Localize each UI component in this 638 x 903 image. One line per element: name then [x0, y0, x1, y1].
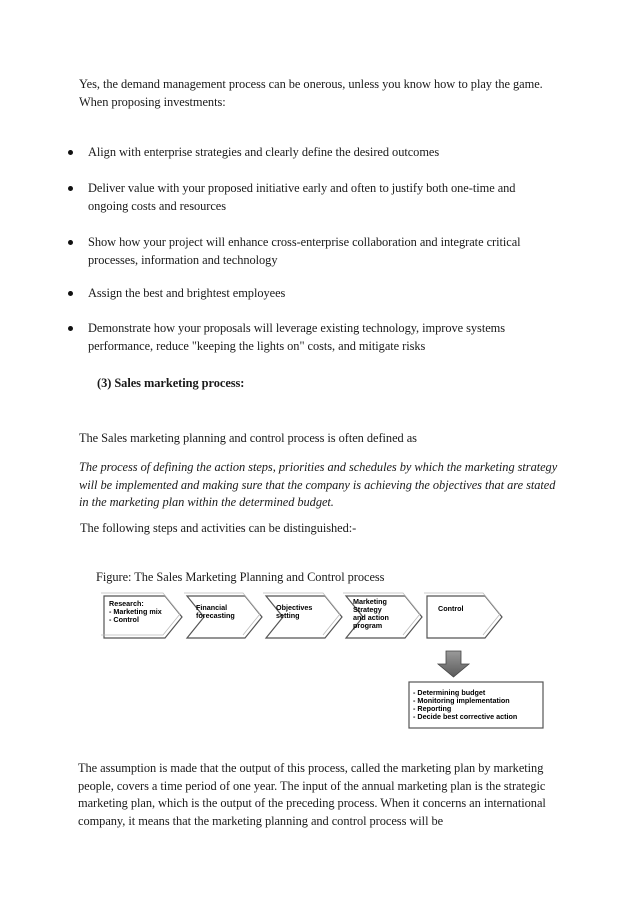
bullet-text: Deliver value with your proposed initiative early and often to justify both one-time and ongoing costs and resources	[88, 181, 516, 213]
detail-text: - Decide best corrective action	[413, 712, 518, 721]
control-details-box	[409, 682, 543, 728]
definition-quote: The process of defining the action steps, priorities and schedules by which the marketing strategy will be implemented and making sure that the company is achieving the objectives that are stated in the marketing plan within the determined budget.	[79, 460, 558, 509]
closing-paragraph: The assumption is made that the output of this process, called the marketing plan by marketing people, covers a time period of one year. The input of the annual marketing plan is the strategic marketing plan, which is the output of the preceding process. When it concerns an international company, it means that the marketing planning and control process will be	[78, 761, 546, 828]
down-arrow-icon	[438, 651, 469, 677]
process-step-objectives-setting	[263, 593, 342, 638]
figure-caption: Figure: The Sales Marketing Planning and Control process	[96, 570, 385, 584]
bullet-text: Demonstrate how your proposals will leverage existing technology, improve systems performance, reduce "keeping the lights on" costs, and mitigate risks	[88, 321, 506, 353]
step-text: setting	[276, 611, 300, 620]
process-step-research	[101, 593, 182, 638]
step-text: and action	[353, 613, 389, 622]
steps-intro: The following steps and activities can be distinguished:-	[80, 521, 357, 535]
section-heading: (3) Sales marketing process:	[97, 376, 245, 390]
bullet-text: Show how your project will enhance cross-enterprise collaboration and integrate critical processes, information and technology	[88, 235, 521, 267]
step-text: Financial	[196, 603, 228, 612]
step-text: Control	[438, 604, 464, 613]
bullet-text: Align with enterprise strategies and clearly define the desired outcomes	[88, 145, 440, 159]
step-text: Research:	[109, 599, 144, 608]
step-text: forecasting	[196, 611, 235, 620]
step-text: - Control	[109, 615, 139, 624]
step-text: Marketing	[353, 597, 387, 606]
definition-intro: The Sales marketing planning and control process is often defined as	[79, 431, 417, 445]
detail-text: - Monitoring implementation	[413, 696, 510, 705]
bullet-text: Assign the best and brightest employees	[88, 286, 286, 300]
process-step-control	[424, 593, 502, 638]
process-step-marketing-strategy	[343, 593, 422, 638]
detail-text: - Reporting	[413, 704, 452, 713]
step-text: program	[353, 621, 383, 630]
intro-paragraph: Yes, the demand management process can be onerous, unless you know how to play the game. When proposing investments:	[79, 77, 543, 109]
step-text: Strategy	[353, 605, 382, 614]
step-text: Objectives	[276, 603, 313, 612]
step-text: - Marketing mix	[109, 607, 162, 616]
detail-text: - Determining budget	[413, 688, 486, 697]
process-step-financial-forecasting	[184, 593, 262, 638]
